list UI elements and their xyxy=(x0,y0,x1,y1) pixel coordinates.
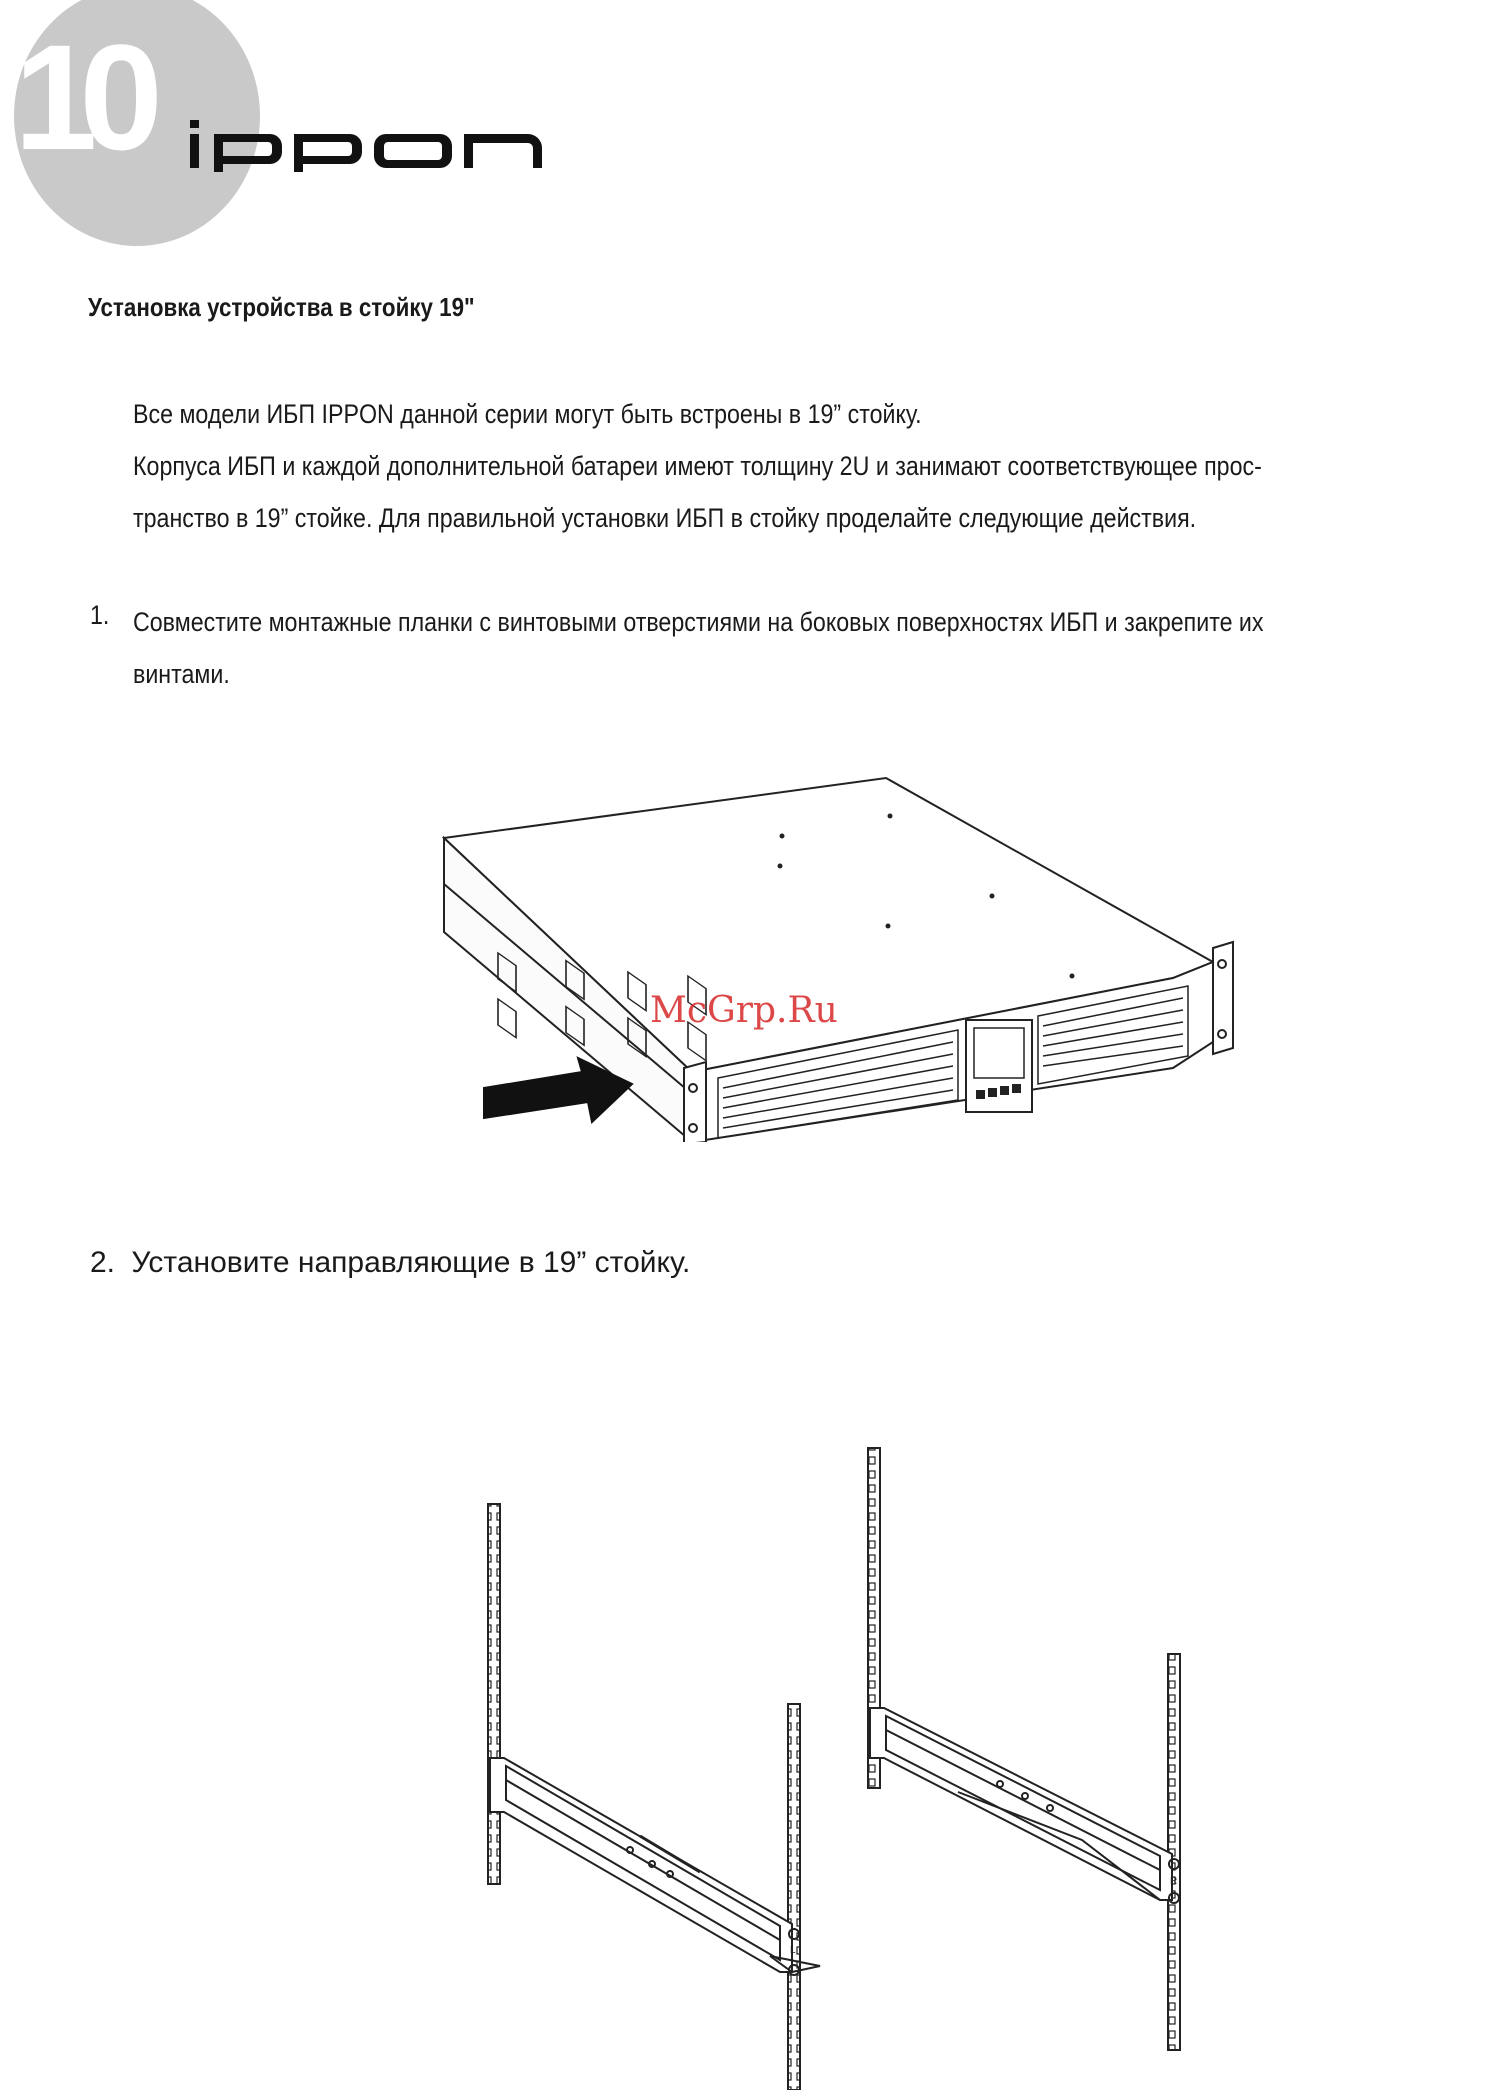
step-1-line-2: винтами. xyxy=(133,659,230,689)
intro-line-3: транство в 19” стойке. Для правильной установки ИБП в стойку проделайте следующие действия. xyxy=(133,503,1197,533)
step-1-number: 1. xyxy=(90,600,110,630)
left-rail-label: L xyxy=(790,1945,796,1956)
right-rail-label: R xyxy=(1170,1876,1178,1887)
watermark: McGrp.Ru xyxy=(650,990,838,1031)
ippon-logo xyxy=(190,120,560,172)
step-1-line-1: Совместите монтажные планки с винтовыми отверстиями на боковых поверхностях ИБП и закрепите их xyxy=(133,607,1264,637)
page-number: 10 xyxy=(14,13,145,181)
intro-line-1: Все модели ИБП IPPON данной серии могут быть встроены в 19” стойку. xyxy=(133,399,922,429)
rack-rails-illustration xyxy=(470,1440,1210,2090)
ups-mounting-illustration xyxy=(428,772,1248,1142)
intro-line-2: Корпуса ИБП и каждой дополнительной батареи имеют толщину 2U и занимают соответствующее прос- xyxy=(133,451,1262,481)
step-2 xyxy=(90,1246,690,1280)
section-title: Установка устройства в стойку 19" xyxy=(88,292,475,322)
step-2-number: 2. xyxy=(90,1246,116,1279)
step-2-text: Установите направляющие в 19” стойку. xyxy=(131,1246,691,1279)
